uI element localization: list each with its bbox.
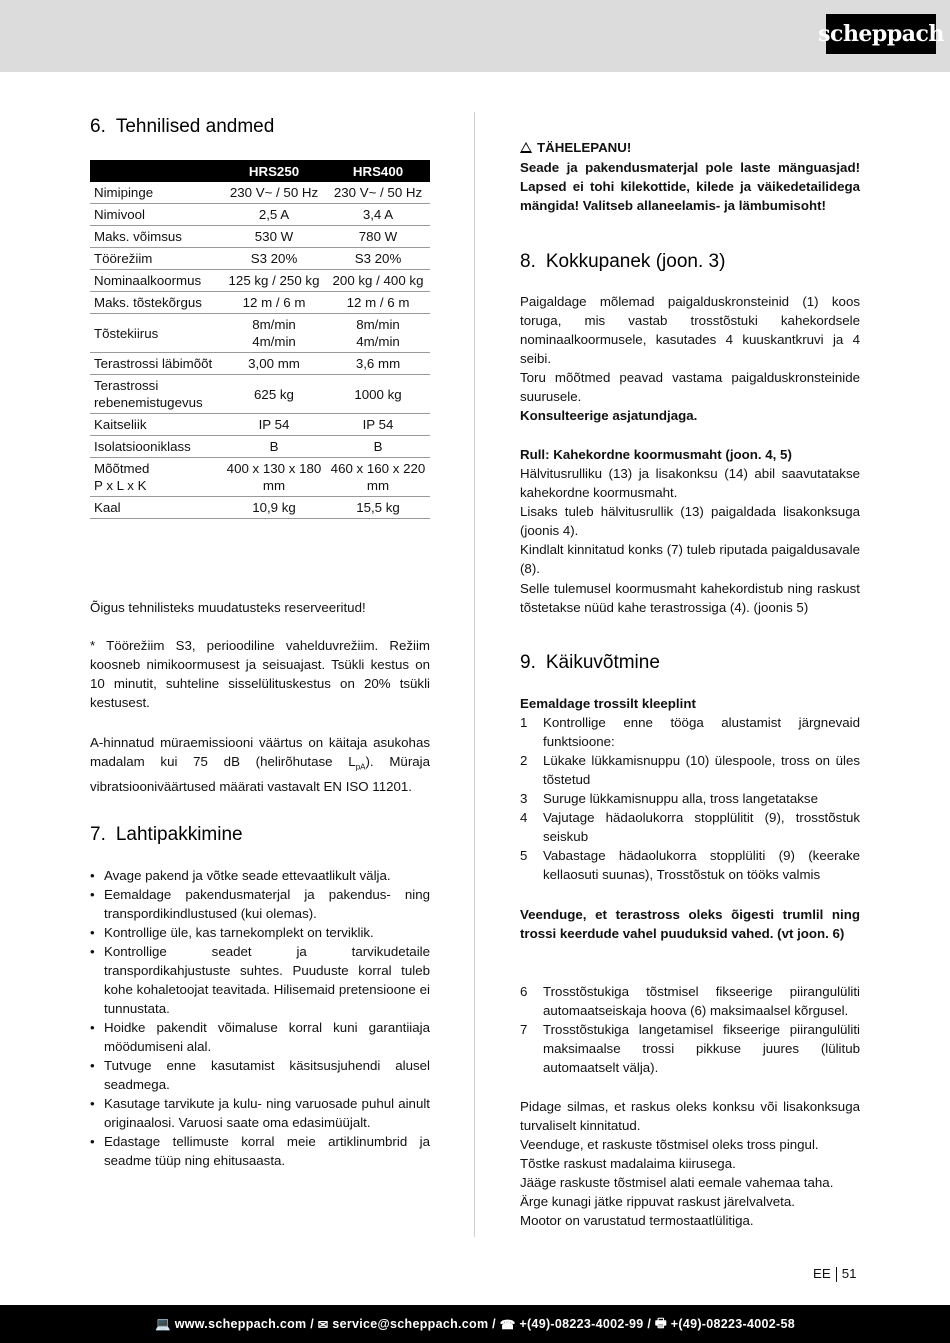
spec-label-cell: Isolatsiooniklass [90,436,222,458]
header-band [0,0,950,72]
step-item [520,751,860,789]
spec-label-cell: Kaitseliik [90,414,222,436]
section-title: Lahtipakkimine [115,824,243,845]
mail-icon: ✉ [317,1317,333,1332]
warning-triangle-icon [520,142,532,153]
spec-label-cell: Kaal [90,497,222,519]
roll-paragraph: Selle tulemusel koormusmaht kahekordistub ning raskust tõstetakse nüüd kahe terastrossiga (4). (joonis 5) [520,581,860,615]
step-item [520,1020,860,1077]
list-item: • Tutvuge enne kasutamist käsitsusjuhendi alusel seadmega. [90,1056,430,1094]
roll-paragraph: Lisaks tuleb hälvitusrullik (13) paigaldada lisakonksuga (joonis 4). [520,504,860,538]
table-row [90,414,430,436]
section-title: Tehnilised andmed [115,116,275,137]
table-row [90,248,430,270]
table-row [90,204,430,226]
step-number: 1 [520,715,528,730]
section-number: 6. [90,116,106,137]
spec-value-cell: 3,6 mm [326,353,430,375]
spec-value-cell: 12 m / 6 m [222,292,326,314]
step-text: Vabastage hädaolukorra stopplüliti (9) (keerake kellaosuti suunas), Trosstõstuk on tööks valmis [543,848,860,882]
noise-note [90,733,430,796]
section-7-heading [90,824,243,846]
list-item: • Kontrollige üle, kas tarnekomplekt on terviklik. [90,923,430,942]
step-text: Lükake lükkamisnuppu (10) ülespoole, tross on üles tõstetud [543,753,860,787]
roll-heading: Rull: Kahekordne koormusmaht (joon. 4, 5) [520,447,792,462]
spec-label-cell: Nominaalkoormus [90,270,222,292]
table-body [90,182,430,519]
section-number: 8. [520,251,536,272]
fax-icon: 🖶 [654,1315,671,1330]
commissioning-steps [520,713,860,884]
step-text: Trosstõstukiga tõstmisel fikseerige piirangulüliti automaatseiskaja hoova (6) maksimaalsel kõrgusel. [543,984,860,1018]
page-separator [836,1267,837,1282]
spec-label-cell: Tõstekiirus [90,314,222,353]
spec-value-cell: 780 W [326,226,430,248]
spec-label-cell: Mõõtmed P x L x K [90,458,222,497]
spec-value-cell: 2,5 A [222,204,326,226]
closing-line: Pidage silmas, et raskus oleks konksu või lisakonksuga turvaliselt kinnitatud. [520,1099,860,1133]
contact-footer [0,1305,950,1343]
footer-web: www.scheppach.com / [174,1317,314,1331]
scheppach-logo [818,14,944,54]
table-row [90,458,430,497]
column-divider [474,112,475,1237]
step-number: 2 [520,753,528,768]
spec-label-cell: Terastrossi läbimõõt [90,353,222,375]
closing-notes [520,1097,860,1230]
spec-value-cell: 15,5 kg [326,497,430,519]
table-row [90,353,430,375]
spec-label-cell: Terastrossi rebenemistugevus [90,375,222,414]
rope-check-note: Veenduge, et terastross oleks õigesti trumlil ning trossi keerdude vahel puuduksid vahed. (vt joon. 6) [520,907,860,941]
spec-value-cell: 200 kg / 400 kg [326,270,430,292]
section-number: 7. [90,824,106,845]
section-number: 9. [520,652,536,673]
step-item [520,789,860,808]
spec-value-cell: 8m/min 4m/min [222,314,326,353]
computer-icon: 💻 [155,1316,175,1331]
step-item [520,982,860,1020]
step-number: 6 [520,984,528,999]
footer-fax: +(49)-08223-4002-58 [670,1317,795,1331]
spec-value-cell: IP 54 [222,414,326,436]
spec-label-cell: Maks. tõstekõrgus [90,292,222,314]
warning-heading [520,138,631,157]
noise-text-a: A-hinnatud müraemissiooni väärtus on käitaja asukohas madalam kui 75 dB (helirõhutase L [90,735,430,769]
closing-line: Jääge raskuste tõstmisel alati eemale vahemaa taha. [520,1175,834,1190]
table-header-cell [90,160,222,182]
noise-subscript: pA [355,762,366,772]
roll-paragraph: Kindlalt kinnitatud konks (7) tuleb riputada paigaldusavale (8). [520,542,860,576]
spec-value-cell: 230 V~ / 50 Hz [326,182,430,204]
assembly-paragraph: Toru mõõtmed peavad vastama paigalduskronsteinide suurusele. [520,370,860,404]
spec-value-cell: B [222,436,326,458]
table-header-cell: HRS250 [222,160,326,182]
table-header-cell: HRS400 [326,160,430,182]
spec-value-cell: 1000 kg [326,375,430,414]
spec-value-cell: 3,00 mm [222,353,326,375]
step-number: 5 [520,848,528,863]
brand-text: scheppach [818,21,944,47]
step-text: Vajutage hädaolukorra stopplülitit (9), trosstõstuk seiskub [543,810,860,844]
spec-value-cell: 530 W [222,226,326,248]
spec-value-cell: 125 kg / 250 kg [222,270,326,292]
closing-line: Ärge kunagi jätke rippuvat raskust järelvalveta. [520,1194,795,1209]
spec-value-cell: 625 kg [222,375,326,414]
step-text: Kontrollige enne tööga alustamist järgnevaid funktsioone: [543,715,860,749]
list-item: • Kasutage tarvikute ja kulu- ning varuosade puhul ainult originaalosi. Varuosi saate oma edasimüüjalt. [90,1094,430,1132]
section-8-heading [520,251,725,273]
step-item [520,808,860,846]
table-row [90,497,430,519]
table-row [90,182,430,204]
duty-cycle-note: * Töörežiim S3, perioodiline vahelduvrežiim. Režiim koosneb nimikoormusest ja seisuajast. Tsükli kestus on 10 minutit, suhteline sisselülituskestus on 20% tsükli kestusest. [90,638,430,710]
tape-heading: Eemaldage trossilt kleeplint [520,696,696,711]
noise-text-b: ). Müraja vibratsiooniväärtused määrati vastavalt EN ISO 11201. [90,754,430,794]
page-number [813,1266,857,1282]
reserve-note: Õigus tehnilisteks muudatusteks reserveeritud! [90,600,366,615]
table-row [90,375,430,414]
unpacking-list [90,866,430,1170]
step-text: Trosstõstukiga langetamisel fikseerige piirangulüliti maksimaalse trossi pikkuse juures (lülitub automaatselt välja). [543,1022,860,1075]
spec-value-cell: 230 V~ / 50 Hz [222,182,326,204]
warning-text: Seade ja pakendusmaterjal pole laste mänguasjad! Lapsed ei tohi kilekottide, kilede ja väikedetailidega mängida! Valitseb allaneelamis- ja lämbumisoht! [520,160,860,213]
spec-value-cell: B [326,436,430,458]
list-item: • Kontrollige seadet ja tarvikudetaile transpordikahjustuste suhtes. Puuduste korral tuleb kohe kohaletoojat teavitada. Hilisemaid pretensioone ei tunnustata. [90,942,430,1018]
table-row [90,226,430,248]
spec-label-cell: Nimivool [90,204,222,226]
spec-value-cell: 460 x 160 x 220 mm [326,458,430,497]
footer-mail: service@scheppach.com / [332,1317,496,1331]
list-item: • Avage pakend ja võtke seade ettevaatlikult välja. [90,866,430,885]
section-title: Kokkupanek (joon. 3) [545,251,726,272]
table-row [90,436,430,458]
section-6-heading [90,116,274,138]
table-row [90,270,430,292]
step-number: 4 [520,810,528,825]
closing-line: Veenduge, et raskuste tõstmisel oleks tross pingul. [520,1137,819,1152]
page-language: EE [813,1266,831,1281]
phone-icon: ☎ [499,1317,520,1332]
step-text: Suruge lükkamisnuppu alla, tross langetatakse [543,791,818,806]
list-item: • Edastage tellimuste korral meie artiklinumbrid ja seadme tüüp ning ehitusaasta. [90,1132,430,1170]
table-header-row [90,160,430,182]
footer-phone: +(49)-08223-4002-99 / [519,1317,652,1331]
list-item: • Hoidke pakendit võimaluse korral kuni garantiiaja möödumiseni alal. [90,1018,430,1056]
spec-value-cell: IP 54 [326,414,430,436]
section-title: Käikuvõtmine [545,652,660,673]
step-number: 7 [520,1022,528,1037]
spec-value-cell: 400 x 130 x 180 mm [222,458,326,497]
spec-label-cell: Nimipinge [90,182,222,204]
spec-value-cell: 10,9 kg [222,497,326,519]
closing-line: Tõstke raskust madalaima kiirusega. [520,1156,736,1171]
spec-value-cell: 3,4 A [326,204,430,226]
roll-paragraph: Hälvitusrulliku (13) ja lisakonksu (14) abil saavutatakse kahekordne koormusmaht. [520,466,860,500]
limit-switch-steps [520,982,860,1077]
table-row [90,292,430,314]
tech-data-table [90,160,430,519]
step-item [520,846,860,884]
page-index: 51 [841,1266,857,1281]
spec-label-cell: Töörežiim [90,248,222,270]
warning-title: TÄHELEPANU! [537,140,632,155]
spec-value-cell: S3 20% [326,248,430,270]
table-row [90,314,430,353]
list-item: • Eemaldage pakendusmaterjal ja pakendus- ning transpordikindlustused (kui olemas). [90,885,430,923]
spec-label-cell: Maks. võimsus [90,226,222,248]
assembly-paragraph: Paigaldage mõlemad paigalduskronsteinid (1) koos toruga, mis vastab trosstõstuki kahekordsele nominaalkoormusele, kasutades 4 kuuskantkruvi ja 4 seibi. [520,294,860,366]
assembly-consult: Konsulteerige asjatundjaga. [520,408,698,423]
step-item [520,713,860,751]
step-number: 3 [520,791,528,806]
spec-value-cell: S3 20% [222,248,326,270]
section-9-heading [520,652,660,674]
spec-value-cell: 8m/min 4m/min [326,314,430,353]
spec-value-cell: 12 m / 6 m [326,292,430,314]
closing-line: Mootor on varustatud termostaatlülitiga. [520,1213,754,1228]
